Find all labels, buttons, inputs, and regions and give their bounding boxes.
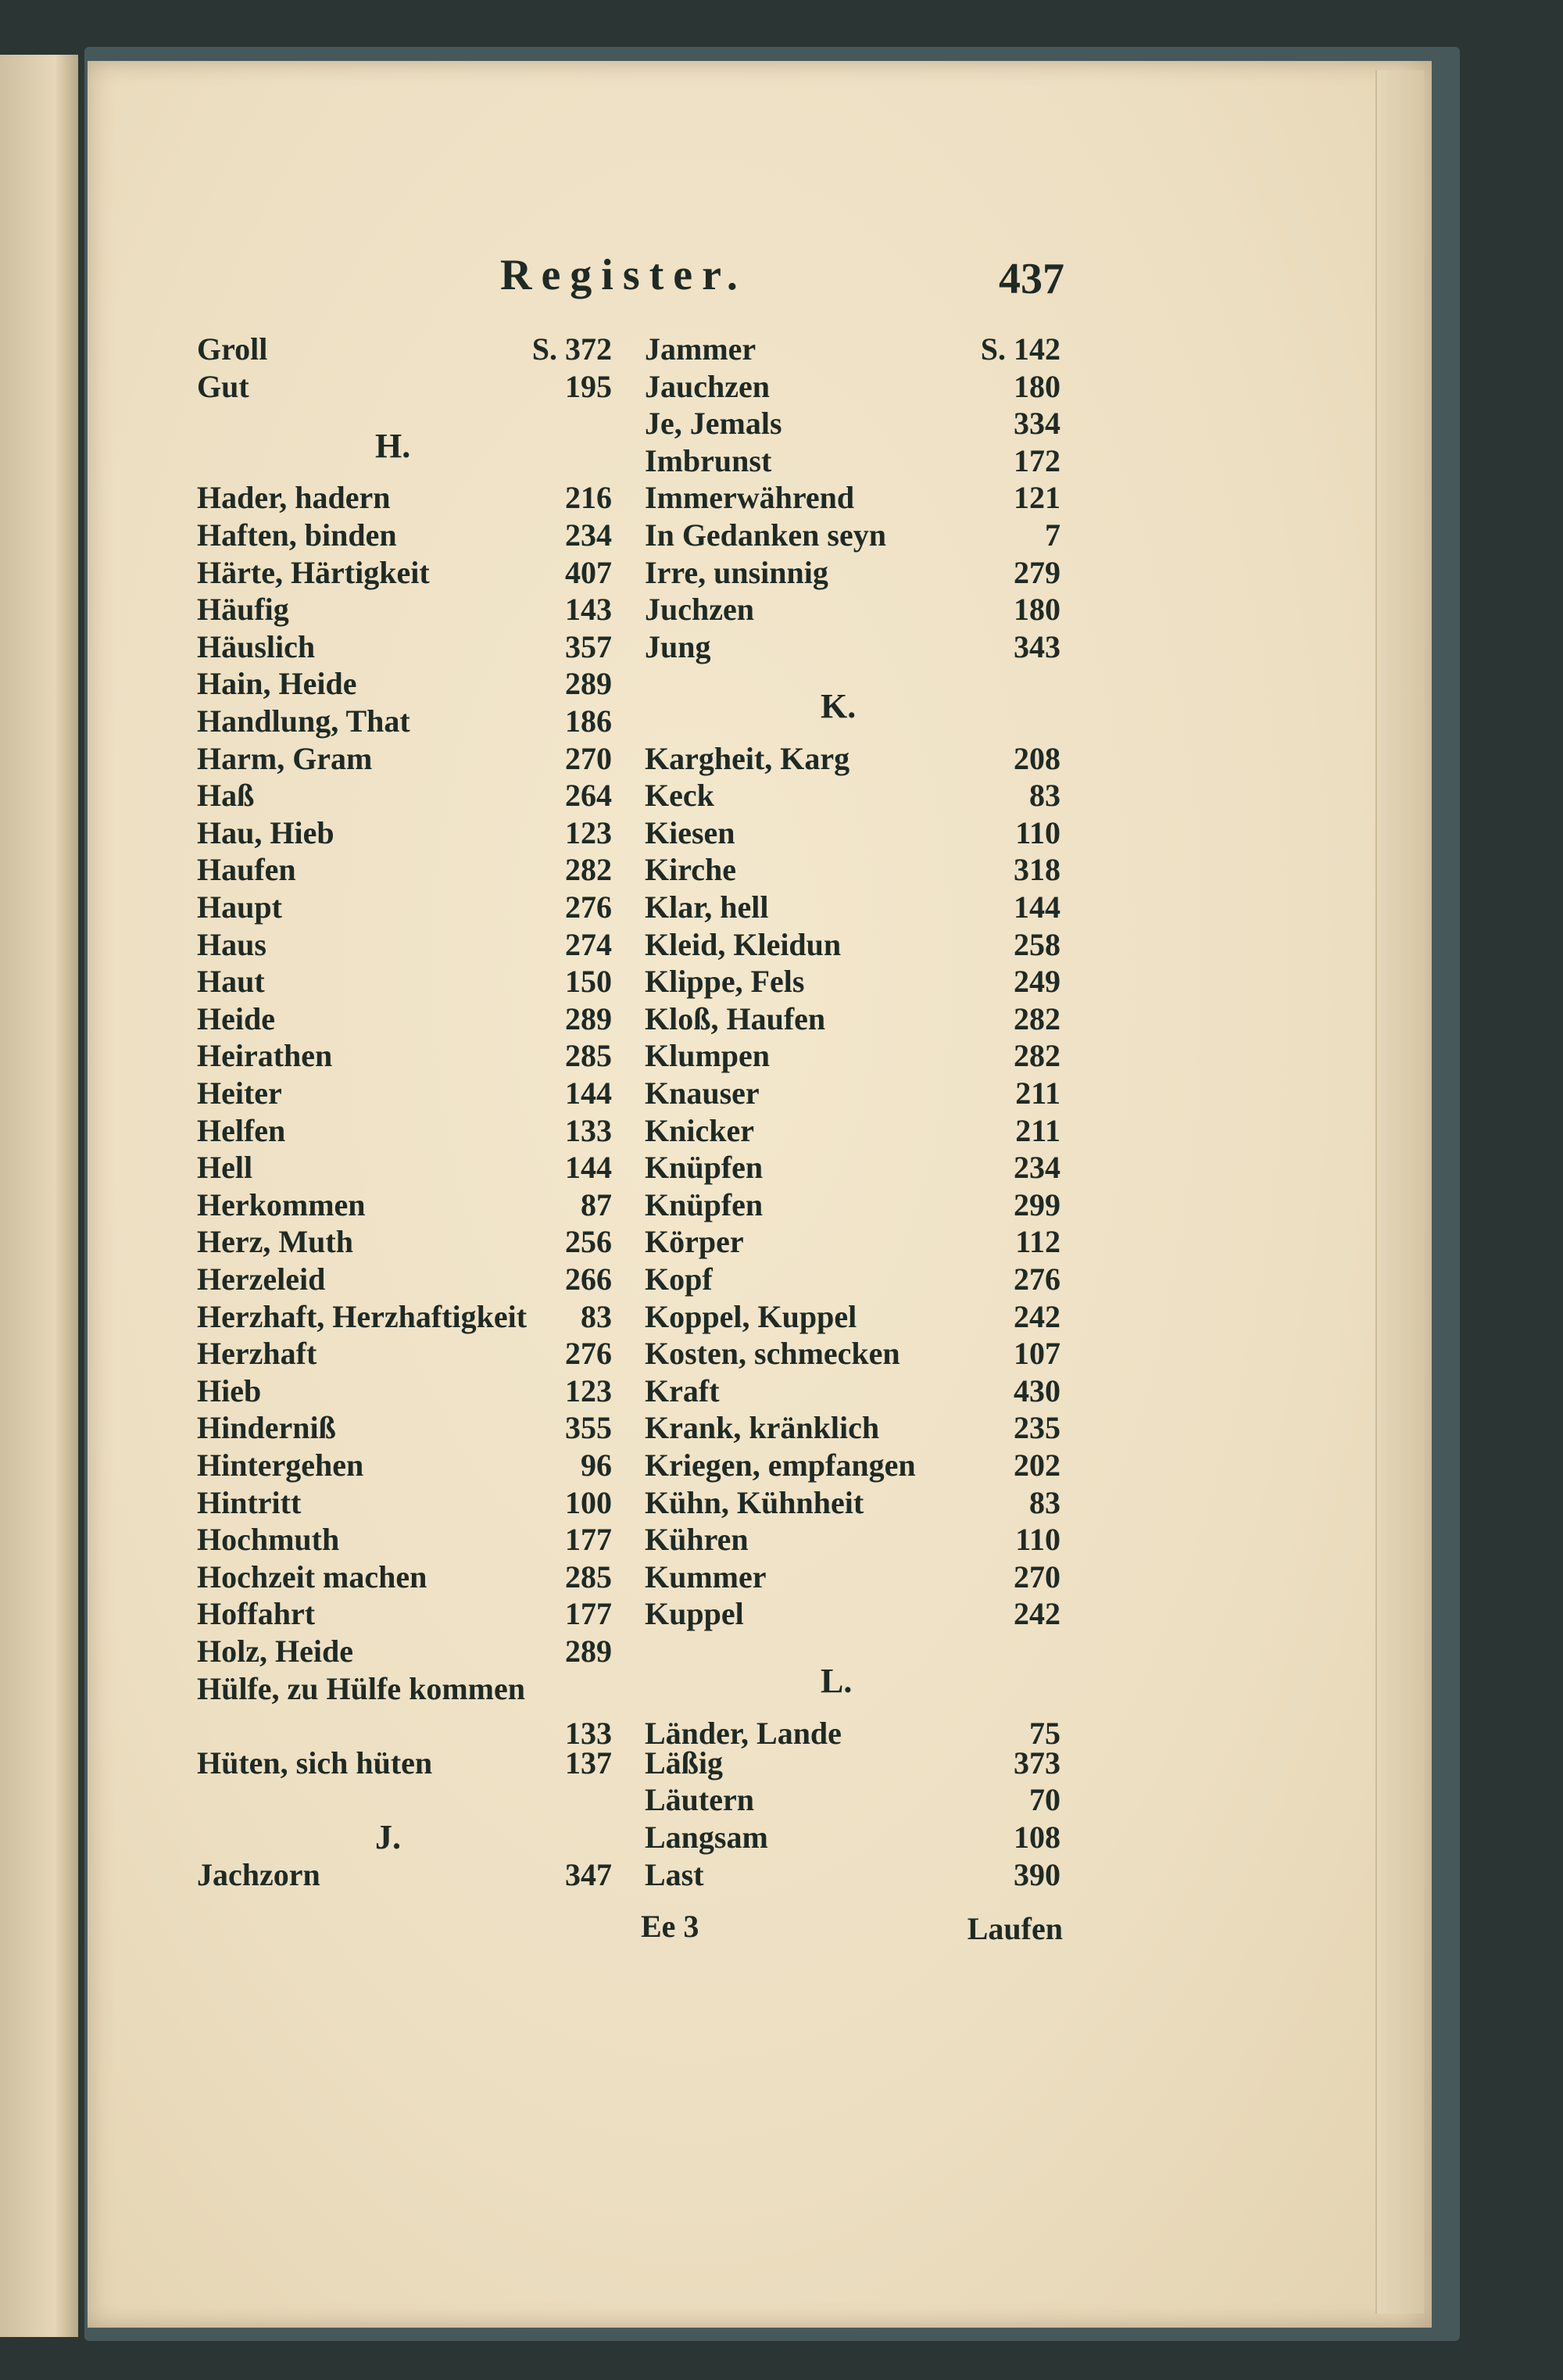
index-term: Kummer (645, 1559, 767, 1594)
index-page-number: 256 (565, 1224, 612, 1260)
index-page-number: 150 (565, 964, 612, 1000)
index-term: Irre, unsinnig (645, 554, 828, 590)
section-letter-heading: H. (375, 426, 411, 465)
index-term: Häuslich (197, 628, 316, 664)
signature-mark: Ee 3 (641, 1909, 699, 1944)
index-page-number: 87 (581, 1186, 612, 1222)
index-page-number: 282 (1014, 1038, 1060, 1074)
index-page-number: 195 (565, 368, 612, 404)
index-term: Heirathen (197, 1038, 333, 1074)
index-term: Holz, Heide (197, 1634, 353, 1669)
index-page-number: 133 (565, 1715, 612, 1751)
index-page-number: 390 (1014, 1856, 1060, 1892)
index-term: Herz, Muth (197, 1224, 353, 1260)
index-term: Krank, kränklich (645, 1410, 880, 1446)
index-term: Kopf (645, 1262, 713, 1297)
index-term: Härte, Härtigkeit (197, 554, 430, 590)
index-term: Kühn, Kühnheit (645, 1484, 864, 1520)
index-page-number: 180 (1014, 592, 1060, 628)
index-page-number: 282 (565, 852, 612, 888)
index-page-number: 373 (1014, 1745, 1060, 1781)
page-number: 437 (999, 255, 1064, 303)
index-term: Jachzorn (197, 1856, 320, 1892)
index-term: Hell (197, 1150, 253, 1186)
index-term: Kosten, schmecken (645, 1336, 900, 1372)
index-term: Hüten, sich hüten (197, 1745, 433, 1781)
index-term: Je, Jemals (645, 406, 782, 442)
page-title: Register. (500, 251, 747, 299)
index-term: Kühren (645, 1522, 749, 1558)
index-term: Hochmuth (197, 1522, 340, 1558)
index-page-number: 143 (565, 592, 612, 628)
index-term: Hader, hadern (197, 480, 391, 516)
index-page-number: 107 (1014, 1336, 1060, 1372)
index-page-number: 70 (1029, 1782, 1060, 1818)
index-term: Herzhaft, Herzhaftigkeit (197, 1298, 528, 1334)
index-page-number: 407 (565, 554, 612, 590)
index-page-number: 172 (1014, 442, 1060, 478)
index-page-number: 264 (565, 778, 612, 814)
index-term: Klar, hell (645, 889, 769, 925)
index-term: Handlung, That (197, 703, 410, 739)
index-page-number: 144 (565, 1150, 612, 1186)
index-page-number: 123 (565, 1373, 612, 1408)
index-term: Langsam (645, 1820, 768, 1855)
index-term: Läutern (645, 1782, 754, 1818)
index-page-number: 270 (565, 740, 612, 776)
index-page-number: 285 (565, 1038, 612, 1074)
index-page-number: 235 (1014, 1410, 1060, 1446)
index-page-number: 430 (1014, 1373, 1060, 1408)
index-term: Knauser (645, 1075, 760, 1111)
index-term: Kargheit, Karg (645, 740, 850, 776)
index-page-number: 96 (581, 1448, 612, 1483)
index-term: Hinderniß (197, 1410, 336, 1446)
index-term: Imbrunst (645, 442, 772, 478)
index-page-number: 177 (565, 1596, 612, 1632)
index-page-number: 234 (565, 517, 612, 553)
index-page-number: 144 (565, 1075, 612, 1111)
index-page-number: S. 372 (531, 331, 612, 367)
index-page-number: 137 (565, 1745, 612, 1781)
index-term: Haß (197, 778, 255, 814)
index-page-number: 7 (1045, 517, 1060, 553)
index-page-number: 318 (1014, 852, 1060, 888)
index-term: Jauchzen (645, 368, 770, 404)
index-page-number: 274 (565, 926, 612, 962)
index-term: Hintergehen (197, 1448, 364, 1483)
index-page-number: 266 (565, 1262, 612, 1297)
index-page-number: 208 (1014, 740, 1060, 776)
index-term: Kleid, Kleidun (645, 926, 842, 962)
index-term: Groll (197, 331, 268, 367)
index-page-number: 121 (1014, 480, 1060, 516)
index-page-number: 279 (1014, 554, 1060, 590)
index-page-number: 211 (1015, 1112, 1060, 1148)
index-page-number: 211 (1015, 1075, 1060, 1111)
index-term: Hain, Heide (197, 666, 357, 702)
index-term: Helfen (197, 1112, 286, 1148)
index-page-number: 83 (581, 1298, 612, 1334)
index-page-number: 299 (1014, 1186, 1060, 1222)
index-term: Gut (197, 368, 249, 404)
index-term: Harm, Gram (197, 740, 373, 776)
index-page-number: 108 (1014, 1820, 1060, 1855)
index-term: Haut (197, 964, 265, 1000)
index-term: Haufen (197, 852, 296, 888)
index-page-number: 242 (1014, 1596, 1060, 1632)
index-page-number: 355 (565, 1410, 612, 1446)
index-page-number: 177 (565, 1522, 612, 1558)
index-term: Knicker (645, 1112, 754, 1148)
index-page-number: 144 (1014, 889, 1060, 925)
index-page-number: 123 (565, 814, 612, 850)
index-term: Haupt (197, 889, 282, 925)
index-term: Kriegen, empfangen (645, 1448, 916, 1483)
index-term: Hülfe, zu Hülfe kommen (197, 1670, 525, 1706)
index-term: Kuppel (645, 1596, 744, 1632)
index-page-number: 282 (1014, 1000, 1060, 1036)
catchword: Laufen (967, 1911, 1063, 1946)
index-page-number: 242 (1014, 1298, 1060, 1334)
index-term: Koppel, Kuppel (645, 1298, 857, 1334)
index-term: Juchzen (645, 592, 754, 628)
index-page-number: 276 (565, 889, 612, 925)
index-page-number: 186 (565, 703, 612, 739)
index-term: Klumpen (645, 1038, 771, 1074)
index-page-number: 83 (1029, 778, 1060, 814)
previous-page-edge (0, 55, 78, 2337)
page-edge (1375, 70, 1424, 2314)
index-page-number: 216 (565, 480, 612, 516)
index-page-number: 83 (1029, 1484, 1060, 1520)
index-term: Hoffahrt (197, 1596, 316, 1632)
index-term: Läßig (645, 1745, 724, 1781)
index-page-number: 75 (1029, 1715, 1060, 1751)
index-term: Keck (645, 778, 714, 814)
index-term: Häufig (197, 592, 289, 628)
index-page-number: 110 (1015, 814, 1060, 850)
index-page-number: 289 (565, 1000, 612, 1036)
index-term: Hieb (197, 1373, 262, 1408)
index-page-number: 334 (1014, 406, 1060, 442)
index-term: Herzeleid (197, 1262, 326, 1297)
index-page-number: 133 (565, 1112, 612, 1148)
index-page-number: 289 (565, 666, 612, 702)
index-term: Länder, Lande (645, 1715, 842, 1751)
index-page-number: 180 (1014, 368, 1060, 404)
index-page-number: 289 (565, 1634, 612, 1669)
section-letter-heading: L. (821, 1662, 853, 1701)
index-page-number: 258 (1014, 926, 1060, 962)
index-term: Herkommen (197, 1186, 366, 1222)
index-term: Haften, binden (197, 517, 397, 553)
index-term: Kiesen (645, 814, 735, 850)
index-page-number: 276 (1014, 1262, 1060, 1297)
index-term: Klippe, Fels (645, 964, 805, 1000)
index-page-number: 112 (1015, 1224, 1060, 1260)
section-letter-heading: K. (821, 686, 857, 725)
index-term: Kirche (645, 852, 737, 888)
section-letter-heading: J. (375, 1818, 401, 1856)
index-term: Haus (197, 926, 266, 962)
index-term: Jung (645, 628, 711, 664)
index-term: Kloß, Haufen (645, 1000, 826, 1036)
index-term: Herzhaft (197, 1336, 317, 1372)
index-page-number: S. 142 (980, 331, 1060, 367)
index-term: Heiter (197, 1075, 282, 1111)
index-term: Heide (197, 1000, 275, 1036)
index-term: Hau, Hieb (197, 814, 334, 850)
index-term: Immerwährend (645, 480, 855, 516)
index-term: Knüpfen (645, 1186, 764, 1222)
index-term: Hochzeit machen (197, 1559, 427, 1594)
index-page-number: 347 (565, 1856, 612, 1892)
index-term: Körper (645, 1224, 744, 1260)
index-page-number: 357 (565, 628, 612, 664)
index-page-number: 249 (1014, 964, 1060, 1000)
index-page-number: 285 (565, 1559, 612, 1594)
index-page-number: 100 (565, 1484, 612, 1520)
index-page-number: 202 (1014, 1448, 1060, 1483)
index-term: Hintritt (197, 1484, 302, 1520)
index-page-number: 110 (1015, 1522, 1060, 1558)
index-term: Jammer (645, 331, 756, 367)
index-page-number: 343 (1014, 628, 1060, 664)
index-page-number: 276 (565, 1336, 612, 1372)
index-page-number: 234 (1014, 1150, 1060, 1186)
index-term: Last (645, 1856, 704, 1892)
index-term: Kraft (645, 1373, 720, 1408)
index-term: Knüpfen (645, 1150, 764, 1186)
index-page-number: 270 (1014, 1559, 1060, 1594)
index-term: In Gedanken seyn (645, 517, 886, 553)
